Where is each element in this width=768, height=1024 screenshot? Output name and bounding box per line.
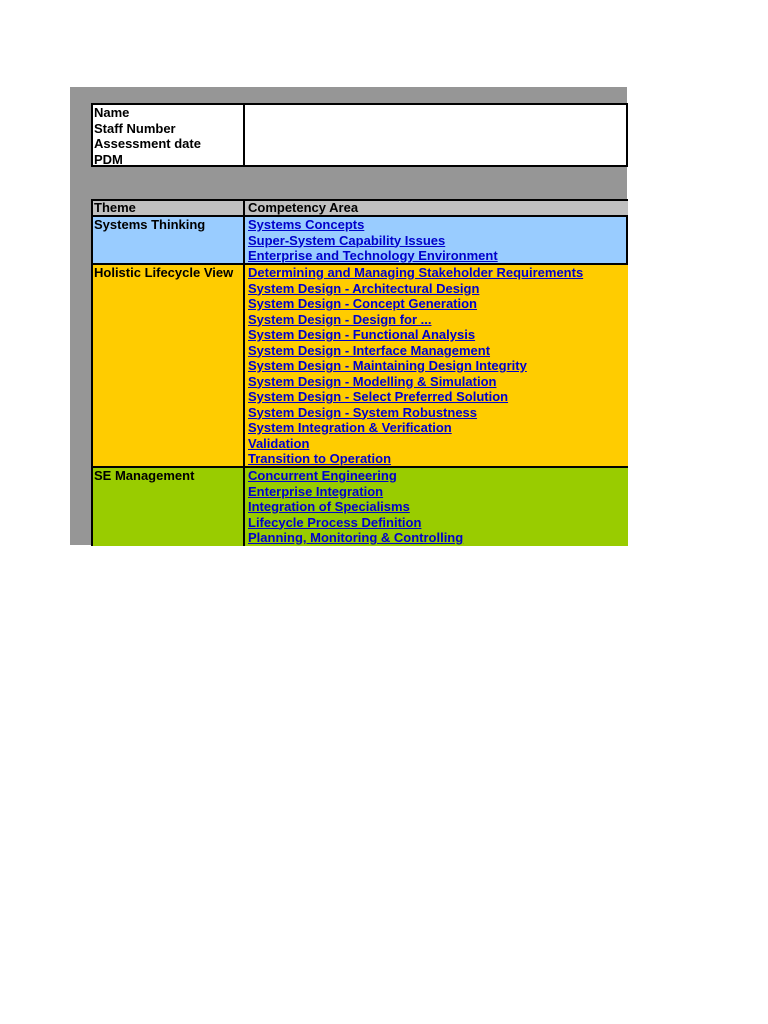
- competency-link[interactable]: Lifecycle Process Definition: [248, 514, 422, 530]
- theme-group-holistic-lifecycle-view: [93, 265, 628, 468]
- theme-name: Holistic Lifecycle View: [93, 265, 245, 466]
- assessment-date-label: Assessment date: [94, 136, 201, 151]
- competency-link[interactable]: System Design - Interface Management: [248, 342, 491, 358]
- competency-area-list: [247, 265, 628, 466]
- theme-name: SE Management: [93, 468, 245, 546]
- competency-link[interactable]: System Design - Functional Analysis: [248, 327, 476, 342]
- name-label: Name: [94, 105, 130, 120]
- theme-column-header: Theme: [93, 201, 245, 215]
- competency-table: [91, 199, 628, 546]
- table-header-row: [93, 201, 628, 217]
- competency-link[interactable]: Concurrent Engineering: [248, 468, 397, 483]
- competency-link[interactable]: Planning, Monitoring & Controlling: [248, 530, 464, 545]
- pdm-label: PDM: [94, 151, 123, 167]
- theme-group-systems-thinking: [93, 217, 628, 265]
- competency-link[interactable]: System Design - Maintaining Design Integrity: [248, 358, 527, 373]
- competency-link[interactable]: System Design - Concept Generation: [248, 296, 477, 311]
- competency-link[interactable]: System Design - Modelling & Simulation: [248, 373, 497, 389]
- competency-area-list: [247, 217, 626, 263]
- competency-link[interactable]: System Design - System Robustness: [248, 404, 478, 420]
- competency-link[interactable]: System Design - Select Preferred Solution: [248, 389, 509, 404]
- competency-link[interactable]: Super-System Capability Issues: [248, 232, 446, 248]
- competency-link[interactable]: Systems Concepts: [248, 217, 365, 232]
- competency-link[interactable]: System Integration & Verification: [248, 420, 452, 435]
- assessment-info-labels: [93, 105, 245, 165]
- competency-area-column-header: Competency Area: [248, 200, 359, 215]
- competency-area-list: [247, 468, 628, 546]
- theme-name: Systems Thinking: [93, 217, 245, 263]
- competency-link[interactable]: Transition to Operation: [248, 451, 392, 466]
- competency-link[interactable]: System Design - Architectural Design: [248, 280, 480, 296]
- competency-link[interactable]: Integration of Specialisms: [248, 499, 410, 514]
- competency-link[interactable]: Determining and Managing Stakeholder Requirements: [248, 265, 584, 280]
- theme-group-se-management: [93, 468, 628, 546]
- competency-link[interactable]: Validation: [248, 435, 310, 451]
- competency-link[interactable]: System Design - Design for ...: [248, 311, 432, 327]
- competency-link[interactable]: Enterprise and Technology Environment: [248, 248, 498, 263]
- competency-link[interactable]: Enterprise Integration: [248, 483, 384, 499]
- staff-number-label: Staff Number: [94, 120, 176, 136]
- assessment-info-box: [91, 103, 628, 167]
